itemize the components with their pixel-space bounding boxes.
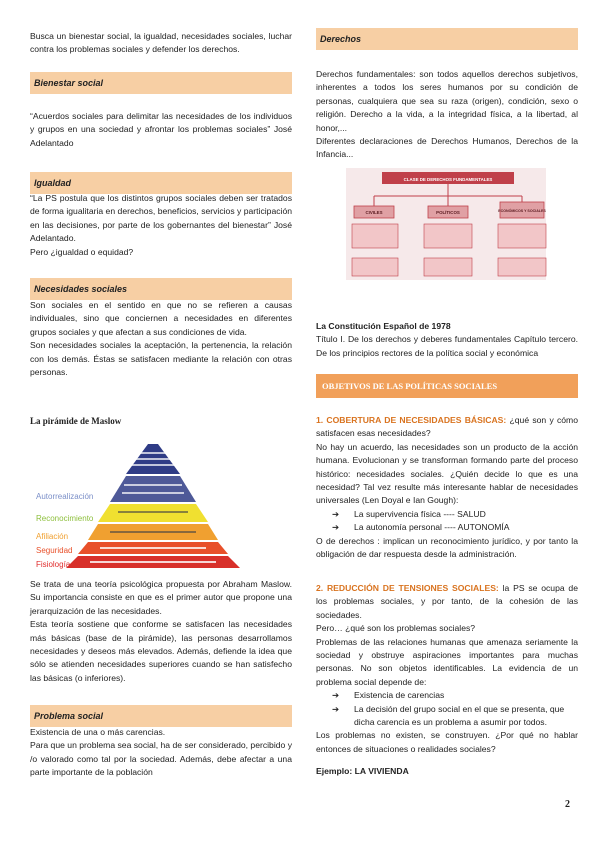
section-header-problema: Problema social (30, 705, 292, 727)
objetivo-1-heading-rest: ¿qué son y cómo satisfacen esas necesidades? (316, 415, 579, 439)
list-item: ➔ La supervivencia física ---- SALUD (316, 508, 578, 521)
list-item: ➔ La decisión del grupo social en el que se presenta, que dicha carencia es un problema a asumir por todos. (332, 703, 565, 728)
objetivo-2-bullets (316, 689, 578, 729)
objetivo-1 (316, 414, 578, 561)
page-number: 2 (565, 799, 570, 810)
bienestar-text: “Acuerdos sociales para delimitar las necesidades de los individuos y grupos en una sociedad y afrontar los problemas sociales” José Adelantado (30, 111, 292, 148)
section-header-derechos: Derechos (316, 28, 578, 50)
constitucion-block (316, 320, 578, 360)
diagram-cat-civiles-label: CIVILES (365, 210, 383, 215)
maslow-text: Se trata de una teoría psicológica propuesta por Abraham Maslow. Su importancia consiste en que es el primer autor que propone una jerarquización de las necesidades. Esta teoría sostiene que conforme se satisfacen las necesidades más básicas (base de la pirámide), las personas desarrollamos necesidades y deseos más elevados. Además, defiende la idea que sólo se atienden necesidades superiores cuando se han satisfecho las básicas (o inferiores). (30, 579, 292, 683)
derechos-diagram-svg (316, 168, 578, 280)
objetivo-1-text: No hay un acuerdo, las necesidades son un producto de la acción humana. Evolucionan y se transforman formando parte del proceso histórico: necesidades sociales. ¿Quién decide lo que es una necesidad? Tal vez resulte más interesante hablar de necesidades universales (Len Doyal e Ian Gough): (316, 441, 578, 506)
constitucion-text: Título I. De los derechos y deberes fundamentales Capítulo tercero. De los principios rectores de la política social y económica (316, 334, 578, 358)
objetivo-1-derechos: O de derechos : implican un reconocimiento jurídico, y por tanto la obligación de dar respuesta desde la administración. (316, 535, 578, 560)
maslow-label-autorrealizacion: Autorrealización (36, 492, 94, 501)
list-item: ➔ La autonomía personal ---- AUTONOMÍA (316, 521, 578, 534)
arrow-icon: ➔ (332, 522, 340, 533)
derechos-text: Derechos fundamentales: son todos aquellos derechos subjetivos, inherentes a todos los seres humanos por su condición de personas, cualquiera que sea su raza (origen), condición, sexo o religión. Derecho a la vida, a la integridad física, a la libertad, al honor,... Diferentes declaraciones de Derechos Humanos, Derechos de la Infancia... (316, 69, 578, 160)
maslow-pyramid-figure (30, 440, 292, 570)
objetivo-2 (316, 582, 578, 756)
diagram-desc-politicos (424, 224, 472, 248)
diagram-desc-economicos (498, 224, 546, 248)
necesidades-text: Son sociales en el sentido en que no se refieren a causas individuales, sino que conciernen a necesidades en diferentes grupos sociales y que afectan a sus condiciones de vida. Son necesidades sociales la aceptación, la pertenencia, la relación con los demás. Éstas se satisfacen mediante la relación con otras personas. (30, 300, 292, 378)
diagram-desc-civiles (352, 224, 398, 248)
objetivo-2-heading-rest: la PS se ocupa de los problemas sociales, y por tanto, de la cohesión de las sociedades. (316, 583, 578, 620)
derechos-diagram (316, 168, 578, 280)
ejemplo-vivienda: Ejemplo: LA VIVIENDA (316, 766, 409, 776)
objetivo-2-conclusion: Los problemas no existen, se construyen. ¿Por qué no hablar entonces de situaciones o realidades sociales? (316, 730, 578, 754)
list-item: ➔ Existencia de carencias (316, 689, 578, 702)
igualdad-text: “La PS postula que los distintos grupos sociales deben ser tratados de forma igualitaria en derechos, beneficios, servicios y participación en las decisiones, por parte de los gobernantes del bienestar” José Adelantado. Pero ¿igualdad o equidad? (30, 193, 292, 257)
section-header-bienestar: Bienestar social (30, 72, 292, 94)
objetivo-1-bullets (316, 508, 578, 535)
objetivos-banner: OBJETIVOS DE LAS POLÍTICAS SOCIALES (316, 374, 578, 398)
pyramid-level-top2 (110, 476, 196, 502)
problema-text: Existencia de una o más carencias. Para que un problema sea social, ha de ser considerado, percibido y /o valorado como tal por la sociedad. Además, debe afectar a una parte importante de la población (30, 727, 292, 778)
maslow-label-fisiologia: Fisiología (36, 560, 71, 569)
diagram-title: CLASE DE DERECHOS FUNDAMENTALES (403, 177, 493, 182)
diagram-cat-politicos-label: POLÍTICOS (436, 210, 460, 215)
arrow-icon: ➔ (332, 703, 340, 714)
objetivo-1-heading: 1. COBERTURA DE NECESIDADES BÁSICAS: (316, 415, 507, 425)
maslow-label-seguridad: Seguridad (36, 546, 73, 555)
objetivo-2-heading: 2. REDUCCIÓN DE TENSIONES SOCIALES: (316, 583, 499, 593)
maslow-title: La pirámide de Maslow (30, 416, 122, 426)
objetivo-2-text: Problemas de las relaciones humanas que amenaza seriamente la sociedad y obstruye aspiraciones importantes para muchas personas. No son objetos identificables. La evidencia de un problema social depende de: (316, 636, 578, 687)
maslow-label-afiliacion: Afiliación (36, 532, 69, 541)
diagram-example-politicos (424, 258, 472, 276)
objetivo-2-question: Pero… ¿qué son los problemas sociales? (316, 623, 476, 634)
diagram-example-civiles (352, 258, 398, 276)
arrow-icon: ➔ (332, 508, 340, 519)
maslow-label-reconocimiento: Reconocimiento (36, 514, 94, 523)
section-header-igualdad: Igualdad (30, 172, 292, 194)
section-header-necesidades: Necesidades sociales (30, 278, 292, 300)
diagram-cat-economicos-label: ECONÓMICOS Y SOCIALES (498, 209, 546, 213)
diagram-example-economicos (498, 258, 546, 276)
constitucion-title: La Constitución Español de 1978 (316, 321, 451, 331)
arrow-icon: ➔ (332, 690, 340, 701)
intro-paragraph: Busca un bienestar social, la igualdad, necesidades sociales, luchar contra los problemas sociales y defender los derechos. (30, 31, 292, 55)
